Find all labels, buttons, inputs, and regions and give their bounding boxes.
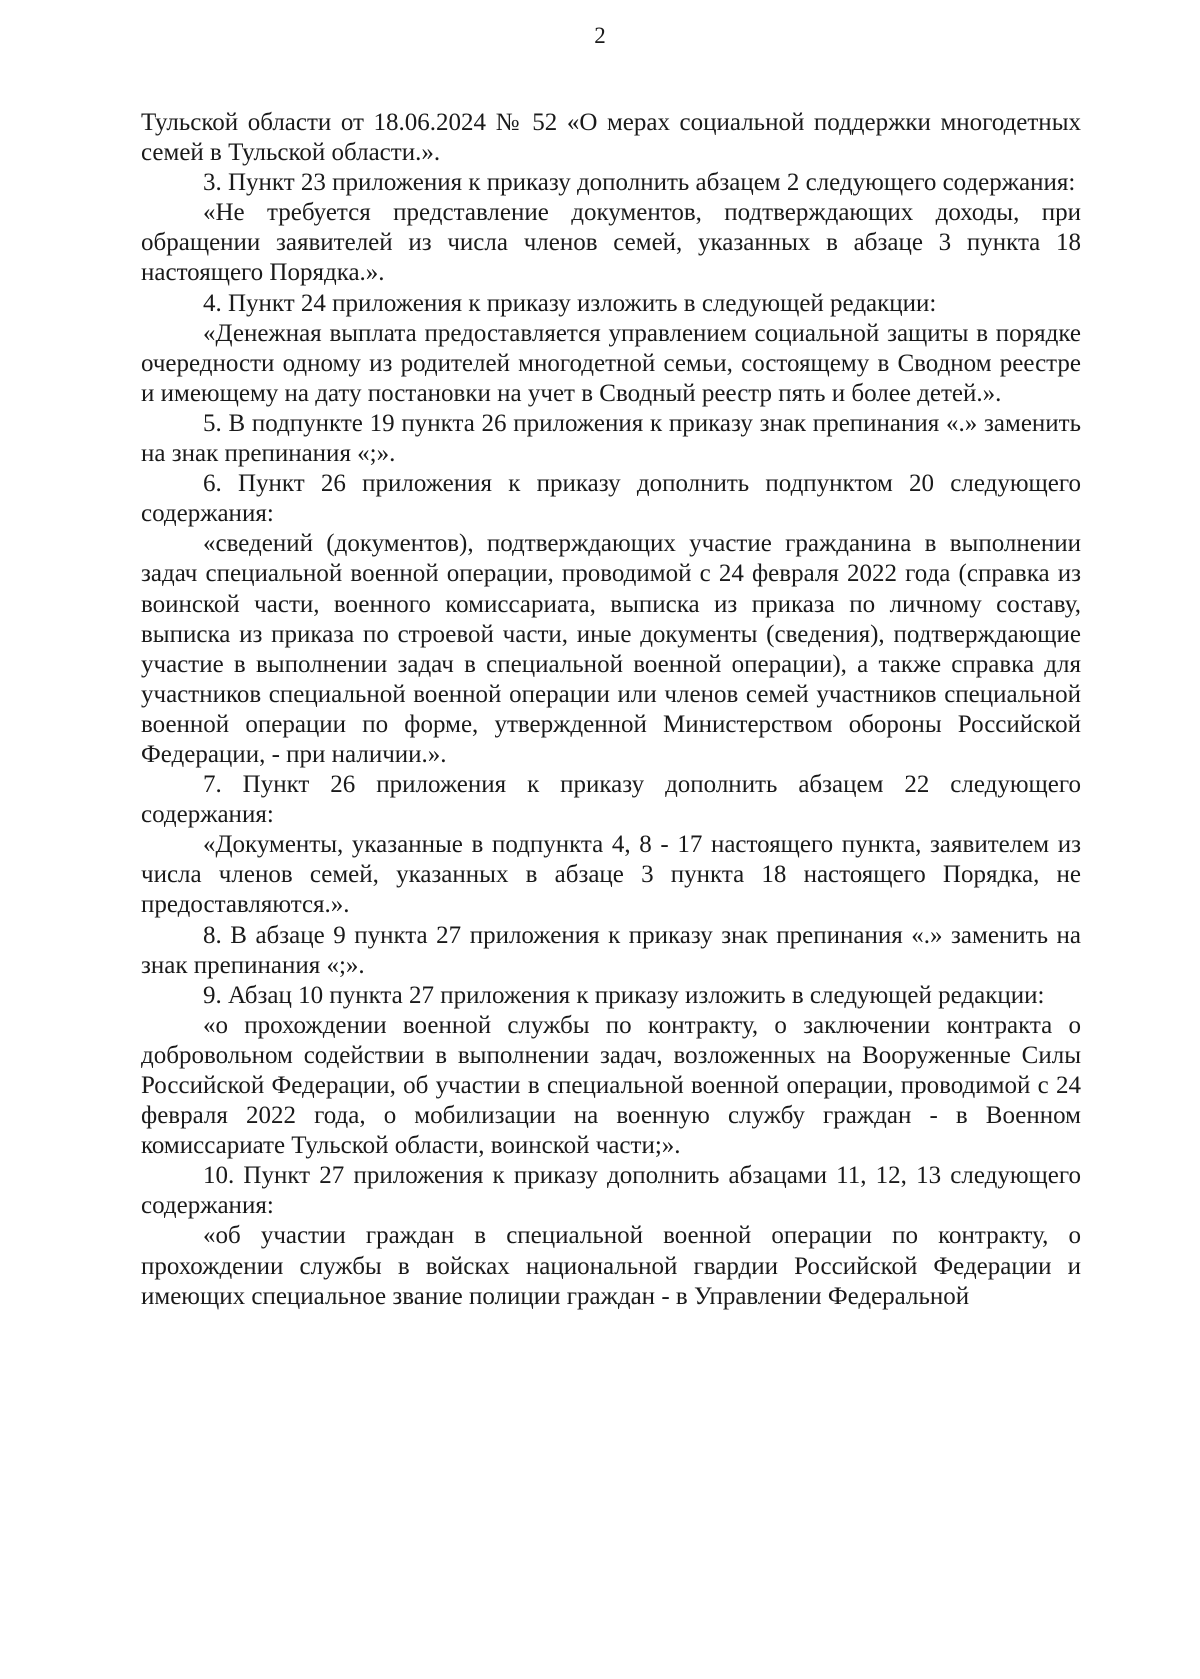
paragraph-item-6: 6. Пункт 26 приложения к приказу дополнить подпунктом 20 следующего содержания: xyxy=(141,470,1081,528)
paragraph-item-7: 7. Пункт 26 приложения к приказу дополнить абзацем 22 следующего содержания: xyxy=(141,771,1081,829)
paragraph-item-8: 8. В абзаце 9 пункта 27 приложения к приказу знак препинания «.» заменить на знак препинания «;». xyxy=(141,921,1081,979)
paragraph-item-4: 4. Пункт 24 приложения к приказу изложить в следующей редакции: xyxy=(203,289,937,317)
paragraph-item-6-quote: «сведений (документов), подтверждающих участие гражданина в выполнении задач специальной военной операции, проводимой с 24 февраля 2022 года (справка из воинской части, военного комиссариата, выписка из приказа по личному составу, выписка из приказа по строевой части, иные документы (сведения), подтверждающие участие в выполнении задач в специальной военной операции), а также справка для участников специальной военной операции или членов семей участников специальной военной операции по форме, утвержденной Министерством обороны Российской Федерации, - при наличии.». xyxy=(141,530,1081,768)
paragraph-item-10-quote: «об участии граждан в специальной военной операции по контракту, о прохождении службы в войсках национальной гвардии Российской Федерации и имеющих специальное звание полиции граждан - в Управлении Федеральной xyxy=(141,1222,1081,1310)
paragraph-item-7-quote: «Документы, указанные в подпункта 4, 8 - 17 настоящего пункта, заявителем из числа членов семей, указанных в абзаце 3 пункта 18 настоящего Порядка, не предоставляются.». xyxy=(141,831,1081,919)
paragraph-item-3: 3. Пункт 23 приложения к приказу дополнить абзацем 2 следующего содержания: xyxy=(203,169,1076,197)
paragraph-item-9-quote: «о прохождении военной службы по контракту, о заключении контракта о добровольном содействии в выполнении задач, возложенных на Вооруженные Силы Российской Федерации, об участии в специальной военной операции, проводимой с 24 февраля 2022 года, о мобилизации на военную службу граждан - в Военном комиссариате Тульской области, воинской части;». xyxy=(141,1011,1081,1160)
document-body xyxy=(141,108,1081,1312)
paragraph-item-5: 5. В подпункте 19 пункта 26 приложения к приказу знак препинания «.» заменить на знак препинания «;». xyxy=(141,409,1081,468)
paragraph-item-9: 9. Абзац 10 пункта 27 приложения к приказу изложить в следующей редакции: xyxy=(203,981,1045,1009)
paragraph-continuation: Тульской области от 18.06.2024 № 52 «О мерах социальной поддержки многодетных семей в Тульской области.». xyxy=(141,109,1081,167)
paragraph-item-10: 10. Пункт 27 приложения к приказу дополнить абзацами 11, 12, 13 следующего содержания: xyxy=(141,1162,1081,1220)
paragraph-item-4-quote: «Денежная выплата предоставляется управлением социальной защиты в порядке очередности одному из родителей многодетной семьи, состоящему в Сводном реестре и имеющему на дату постановки на учет в Сводный реестр пять и более детей.». xyxy=(141,319,1081,407)
paragraph-item-3-quote: «Не требуется представление документов, подтверждающих доходы, при обращении заявителей из числа членов семей, указанных в абзаце 3 пункта 18 настоящего Порядка.». xyxy=(141,199,1081,287)
page-number: 2 xyxy=(594,23,606,48)
